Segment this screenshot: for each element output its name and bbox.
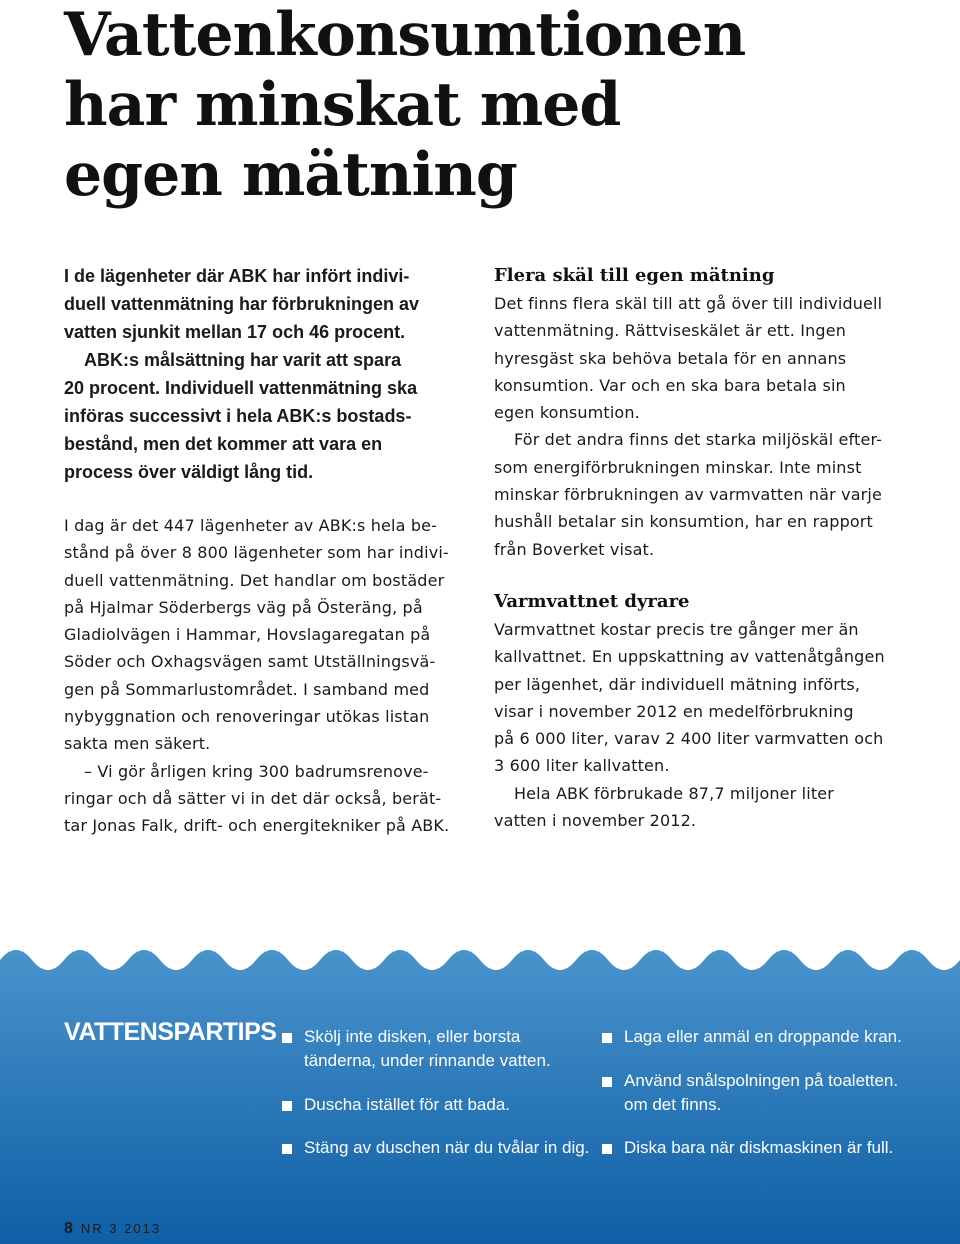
ingress-line: duell vattenmätning har förbrukningen av [64,294,420,314]
page-footer [64,1220,161,1238]
tip-text [304,1136,589,1160]
body-line: sakta men säkert. [64,734,211,754]
body-line: kallvattnet. En uppskattning av vattenåtgången [494,647,885,667]
body-line: Varmvattnet kostar precis tre gånger mer än [494,619,859,639]
ingress-line: ABK:s målsättning har varit att spara [84,350,402,370]
left-column [64,262,464,840]
ingress-line: bestånd, men det kommer att vara en [64,434,383,454]
ingress-paragraph [64,262,464,486]
left-body-text [64,512,464,840]
article-headline [64,0,924,210]
body-line: Hela ABK förbrukade 87,7 miljoner liter [514,783,834,803]
body-line: För det andra finns det starka miljöskäl efter- [514,430,883,450]
ingress-line: införas successivt i hela ABK:s bostads- [64,406,412,426]
body-line: vatten i november 2012. [494,811,697,831]
body-line: ringar och då sätter vi in det där också, berät- [64,788,442,808]
body-line: egen konsumtion. [494,403,640,423]
ingress-line: vatten sjunkit mellan 17 och 46 procent. [64,322,406,342]
square-bullet-icon [602,1077,612,1087]
body-line: hushåll betalar sin konsumtion, har en rapport [494,512,873,532]
body-line: I dag är det 447 lägenheter av ABK:s hela be- [64,516,438,535]
body-line: hyresgäst ska behöva betala för en annans [494,348,847,368]
tip-line: Diska bara när diskmaskinen är full. [624,1138,894,1157]
body-line: konsumtion. Var och en ska bara betala sin [494,375,846,395]
body-line: duell vattenmätning. Det handlar om bostäder [64,570,445,590]
tip-text [304,1025,551,1073]
square-bullet-icon [282,1144,292,1154]
tip-line: tänderna, under rinnande vatten. [304,1051,551,1070]
body-line: från Boverket visat. [494,539,655,559]
body-line: – Vi gör årligen kring 300 badrumsrenove- [84,761,429,781]
tip-line: Laga eller anmäl en droppande kran. [624,1027,902,1046]
section-heading: Varmvattnet dyrare [494,590,690,612]
right-column [494,262,904,834]
body-line: nybyggnation och renoveringar utökas listan [64,707,430,727]
tip-text [304,1093,510,1117]
tip-line: Stäng av duschen när du tvålar in dig. [304,1138,590,1157]
page-number: 8 [64,1220,73,1237]
headline-line: egen mätning [64,140,517,210]
square-bullet-icon [282,1101,292,1111]
body-line: på Hjalmar Söderbergs väg på Österäng, på [64,597,423,617]
section-heading: Flera skäl till egen mätning [494,265,775,286]
body-line: 3 600 liter kallvatten. [494,756,670,776]
body-line: gen på Sommarlustområdet. I samband med [64,679,430,699]
tip-text [624,1025,902,1049]
body-line: stånd på över 8 800 lägenheter som har indivi- [64,543,449,563]
tip-line: Använd snålspolningen på toaletten. [624,1071,899,1090]
body-line: på 6 000 liter, varav 2 400 liter varmvatten och [494,729,884,749]
section-body [494,290,904,563]
tips-title: VATTENSPARTIPS [64,1018,277,1046]
body-line: Det finns flera skäl till att gå över till individuell [494,294,883,313]
body-line: visar i november 2012 en medelförbrukning [494,701,854,721]
ingress-line: 20 procent. Individuell vattenmätning ska [64,378,418,398]
tip-text [624,1136,893,1160]
body-line: tar Jonas Falk, drift- och energitekniker på ABK. [64,816,450,836]
body-line: Söder och Oxhagsvägen samt Utställningsvä- [64,652,436,672]
ingress-line: process över väldigt lång tid. [64,462,314,482]
body-line: minskar förbrukningen av varmvatten när varje [494,485,882,505]
body-line: vattenmätning. Rättviseskälet är ett. Ingen [494,321,846,341]
ingress-line: I de lägenheter där ABK har infört indivi- [64,266,410,286]
square-bullet-icon [602,1033,612,1043]
tip-line: Skölj inte disken, eller borsta [304,1027,521,1046]
headline-line: har minskat med [64,70,621,140]
body-line: som energiförbrukningen minskar. Inte minst [494,457,862,477]
tip-text [624,1069,898,1117]
paragraph-gap [64,486,464,512]
square-bullet-icon [602,1144,612,1154]
square-bullet-icon [282,1033,292,1043]
tip-line: Duscha istället för att bada. [304,1095,511,1114]
body-line: Gladiolvägen i Hammar, Hovslagaregatan på [64,625,431,645]
tip-line: om det finns. [624,1095,722,1114]
body-line: per lägenhet, där individuell mätning införts, [494,674,861,694]
headline-line: Vattenkonsumtionen [64,0,746,70]
section-body [494,616,904,834]
issue-label: NR 3 2013 [80,1221,162,1236]
